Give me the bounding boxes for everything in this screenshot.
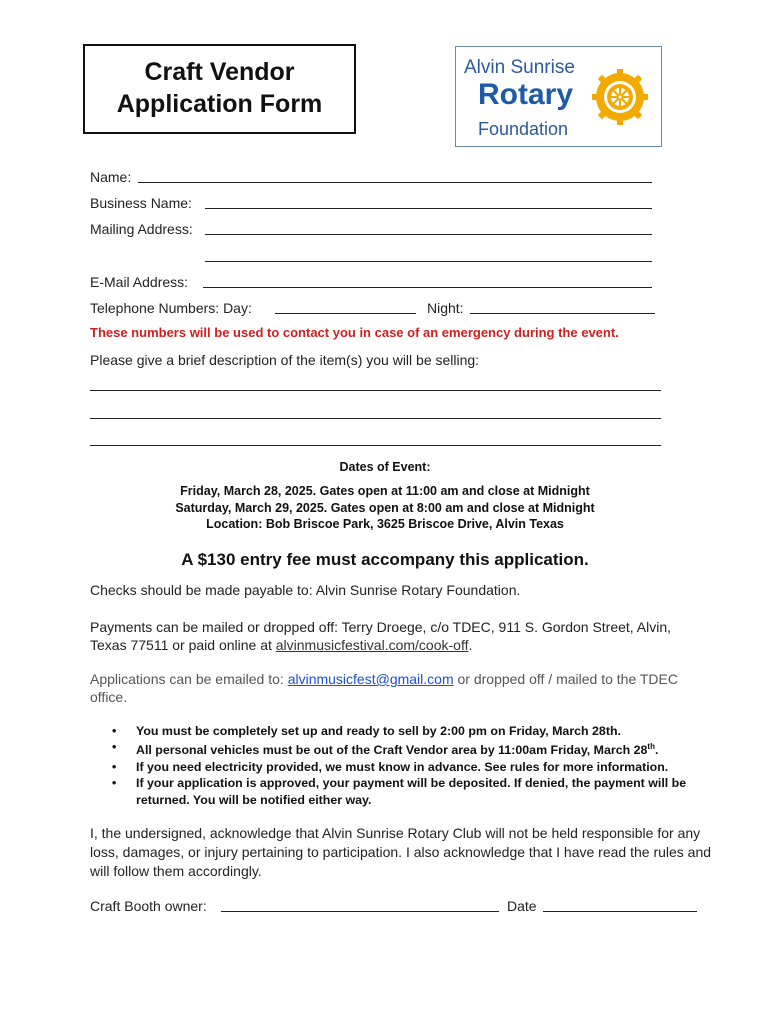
name-input-line[interactable] xyxy=(138,182,652,183)
email-link[interactable]: alvinmusicfest@gmail.com xyxy=(287,671,454,687)
logo-line2: Rotary xyxy=(478,78,574,111)
description-prompt: Please give a brief description of the item(s) you will be selling: xyxy=(90,352,480,368)
logo-line1: Alvin Sunrise xyxy=(464,57,575,78)
booth-owner-label: Craft Booth owner: xyxy=(90,898,207,914)
payment-mail-end: . xyxy=(468,637,473,653)
form-title-line1: Craft Vendor xyxy=(144,58,295,86)
rule-text: All personal vehicles must be out of the Craft Vendor area by 11:00am Friday, March 28 xyxy=(136,743,648,758)
bullet-icon: • xyxy=(112,724,117,738)
acknowledgement-text: I, the undersigned, acknowledge that Alvin Sunrise Rotary Club will not be held responsible for any loss, damages, or injury pertaining to participation. I also acknowledge that I have read the rules and will follow them accordingly. xyxy=(90,825,712,879)
event-saturday: Saturday, March 29, 2025. Gates open at 8:00 am and close at Midnight xyxy=(175,500,595,515)
rule-end: . xyxy=(654,743,659,758)
email-field-label: E-Mail Address: xyxy=(90,274,189,290)
email-application-text: Applications can be emailed to: xyxy=(90,671,288,687)
rule-text: If you need electricity provided, we must know in advance. See rules for more information. xyxy=(136,759,669,774)
form-title-box xyxy=(83,44,356,134)
payment-mail-paragraph xyxy=(90,618,690,654)
event-friday: Friday, March 28, 2025. Gates open at 11:00 am and close at Midnight xyxy=(180,484,590,498)
telephone-day-label: Telephone Numbers: Day: xyxy=(90,300,252,316)
description-input-line-2[interactable] xyxy=(90,418,661,419)
payment-mail-text: Payments can be mailed or dropped off: Terry Droege, c/o TDEC, 911 S. Gordon Street, Alvin, Texas 77511 or paid online at xyxy=(90,619,672,653)
bullet-icon: • xyxy=(112,740,117,755)
telephone-night-input-line[interactable] xyxy=(470,313,655,314)
list-item xyxy=(108,775,708,808)
fee-notice: A $130 entry fee must accompany this application. xyxy=(181,550,589,569)
telephone-night-label: Night: xyxy=(427,300,464,316)
form-title-line2: Application Form xyxy=(116,90,323,118)
email-application-end: or dropped off / mailed to the TDEC office. xyxy=(90,671,678,705)
rule-text: If your application is approved, your payment will be deposited. If denied, the payment will be returned. You will be notified either way. xyxy=(136,776,687,807)
mailing-address-input-line[interactable] xyxy=(205,234,652,235)
rotary-logo xyxy=(455,46,662,147)
checks-payable-text: Checks should be made payable to: Alvin Sunrise Rotary Foundation. xyxy=(90,582,521,598)
name-field-label: Name: xyxy=(90,169,132,185)
date-input-line[interactable] xyxy=(543,911,697,912)
rules-list xyxy=(108,723,708,808)
list-item xyxy=(108,723,708,739)
booth-owner-signature-line[interactable] xyxy=(221,911,499,912)
description-input-line-3[interactable] xyxy=(90,445,661,446)
event-heading: Dates of Event: xyxy=(339,460,431,474)
description-input-line-1[interactable] xyxy=(90,390,661,391)
mailing-address-input-line-2[interactable] xyxy=(205,261,652,262)
event-location: Location: Bob Briscoe Park, 3625 Briscoe Drive, Alvin Texas xyxy=(206,517,564,531)
rotary-wheel-icon xyxy=(592,69,648,125)
date-label: Date xyxy=(507,898,537,914)
list-item xyxy=(108,759,708,775)
bullet-icon: • xyxy=(112,776,117,791)
business-name-field-label: Business Name: xyxy=(90,195,192,211)
business-name-input-line[interactable] xyxy=(205,208,652,209)
telephone-day-input-line[interactable] xyxy=(275,313,416,314)
bullet-icon: • xyxy=(112,759,117,774)
rule-superscript: th xyxy=(647,742,655,752)
email-application-paragraph xyxy=(90,670,690,706)
logo-line3: Foundation xyxy=(478,119,569,139)
email-input-line[interactable] xyxy=(203,287,652,288)
list-item xyxy=(108,739,708,759)
mailing-address-field-label: Mailing Address: xyxy=(90,221,193,237)
online-payment-link[interactable]: alvinmusicfestival.com/cook-off xyxy=(275,637,469,653)
rule-text: You must be completely set up and ready to sell by 2:00 pm on Friday, March 28th. xyxy=(136,724,621,738)
emergency-note: These numbers will be used to contact you in case of an emergency during the event. xyxy=(90,325,619,340)
